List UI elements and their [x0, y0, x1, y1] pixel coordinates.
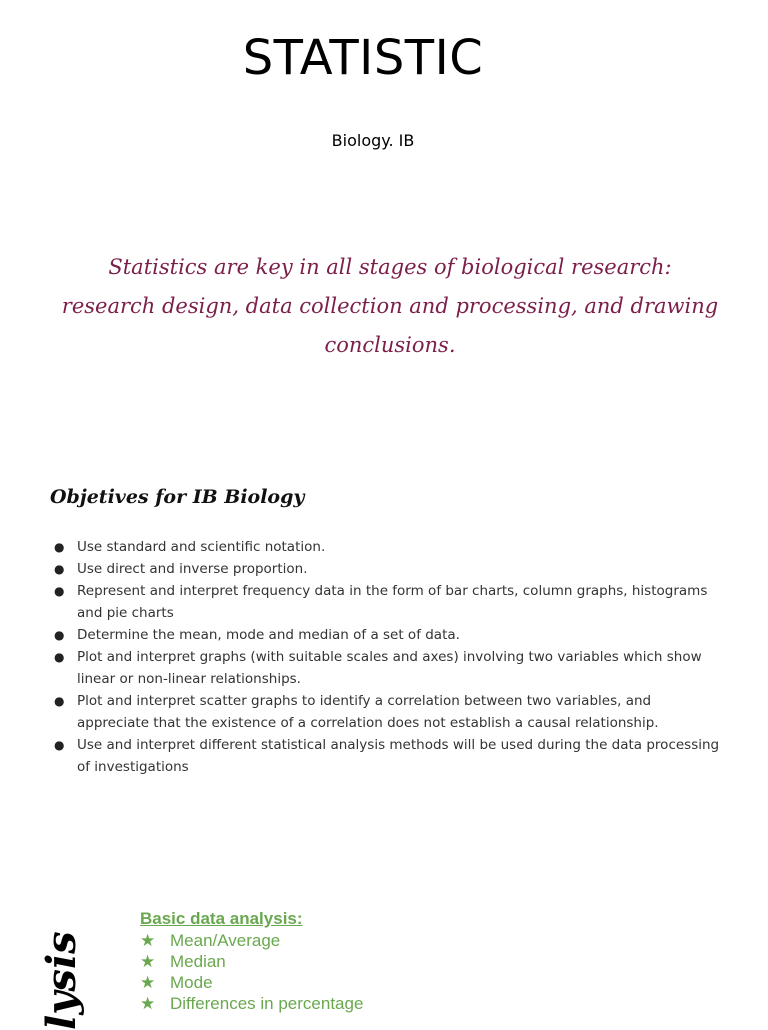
list-item: [50, 734, 720, 778]
list-item-text: Plot and interpret graphs (with suitable scales and axes) involving two variables which show linear or non-linear relationships.: [77, 649, 702, 687]
list-item: [140, 972, 363, 993]
list-item: [140, 951, 363, 972]
list-item-text: Represent and interpret frequency data in the form of bar charts, column graphs, histograms and pie charts: [77, 583, 708, 621]
list-item: [50, 690, 720, 734]
basic-analysis-list: [140, 930, 363, 1014]
list-item: [50, 646, 720, 690]
objectives-heading: Objetives for IB Biology: [50, 486, 305, 508]
list-item-text: Mode: [170, 973, 213, 992]
bullet-icon: ●: [54, 738, 65, 752]
side-vertical-word: lysis: [38, 931, 85, 1030]
list-item: [140, 993, 363, 1014]
basic-analysis-section: [140, 908, 363, 1014]
bullet-icon: ●: [54, 584, 65, 598]
page-subtitle: Biology. IB: [331, 131, 415, 150]
basic-analysis-heading: Basic data analysis:: [140, 909, 303, 928]
list-item: [50, 558, 720, 580]
objectives-list: [50, 536, 720, 778]
bullet-icon: ●: [54, 540, 65, 554]
bullet-icon: ●: [54, 628, 65, 642]
list-item: [140, 930, 363, 951]
star-icon: ★: [140, 952, 156, 971]
star-icon: ★: [140, 931, 156, 950]
list-item-text: Use standard and scientific notation.: [77, 539, 326, 555]
list-item-text: Use direct and inverse proportion.: [77, 561, 308, 577]
intro-quote: Statistics are key in all stages of biological research: research design, data collection and processing, and drawing conclusions.: [61, 255, 719, 357]
bullet-icon: ●: [54, 650, 65, 664]
page-title: STATISTIC: [242, 30, 484, 86]
star-icon: ★: [140, 994, 156, 1013]
star-icon: ★: [140, 973, 156, 992]
list-item-text: Median: [170, 952, 226, 971]
list-item-text: Determine the mean, mode and median of a set of data.: [77, 627, 460, 643]
list-item: [50, 624, 720, 646]
list-item-text: Differences in percentage: [170, 994, 364, 1013]
bullet-icon: ●: [54, 562, 65, 576]
list-item-text: Mean/Average: [170, 931, 281, 950]
list-item-text: Plot and interpret scatter graphs to identify a correlation between two variables, and appreciate that the existence of a correlation does not establish a causal relationship.: [77, 693, 659, 731]
list-item: [50, 580, 720, 624]
list-item-text: Use and interpret different statistical analysis methods will be used during the data processing of investigations: [77, 737, 720, 775]
list-item: [50, 536, 720, 558]
bullet-icon: ●: [54, 694, 65, 708]
